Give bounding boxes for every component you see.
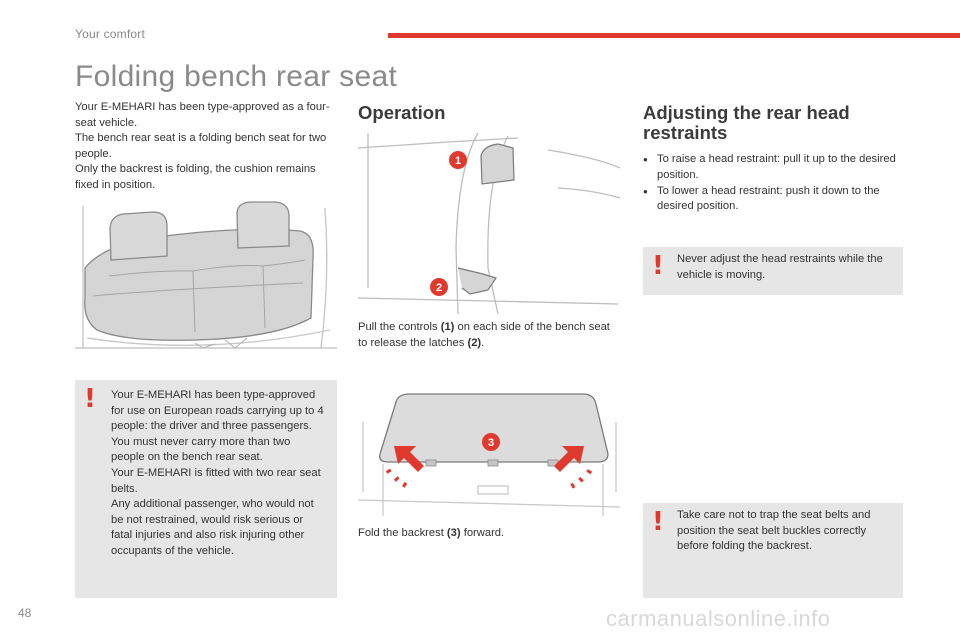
page-number: 48 — [18, 606, 32, 620]
warning-line: You must never carry more than two people on the bench rear seat. — [111, 435, 291, 464]
page-title: Folding bench rear seat — [75, 60, 398, 93]
intro-text — [75, 100, 337, 193]
step1-text: on each side of the bench seat to release the latches — [358, 321, 610, 349]
headrests-instructions — [643, 152, 901, 215]
backrest-fold-drawing — [358, 382, 620, 518]
watermark: carmanualsonline.info — [606, 606, 831, 631]
callout-3: 3 — [487, 437, 495, 449]
controls-drawing — [358, 128, 620, 314]
warning-line: Any additional passenger, who would not be not restrained, would risk serious or fatal injuries and also risk injuring other occupants of the vehicle. — [111, 498, 314, 557]
callout-2: 2 — [435, 282, 443, 294]
operation-step-1 — [358, 320, 620, 352]
warning-line: Your E-MEHARI is fitted with two rear seat belts. — [111, 466, 321, 495]
operation-heading: Operation — [358, 102, 446, 123]
step1-text: . — [481, 336, 485, 349]
bullet-item — [643, 184, 901, 216]
callout-1: 1 — [454, 155, 462, 167]
step2-text: Fold the backrest — [358, 527, 447, 539]
control-reference: (1) — [440, 321, 455, 333]
bullet-text: To lower a head restraint: push it down to the desired position. — [657, 184, 880, 213]
step2-text: forward. — [460, 527, 505, 539]
bullet-text: To raise a head restraint: pull it up to the desired position. — [657, 153, 896, 181]
intro-line: Your E-MEHARI has been type-approved as a four-seat vehicle. — [75, 101, 330, 129]
bullet-item — [643, 152, 901, 184]
bullet-mark: ● — [643, 155, 648, 164]
warning-icon: ! — [84, 384, 96, 414]
bench-seat-illustration — [75, 198, 337, 358]
latch-reference: (2) — [467, 336, 482, 349]
warning-text — [111, 388, 325, 560]
header-accent-bar — [388, 33, 960, 38]
backrest-reference: (3) — [446, 527, 461, 539]
intro-line: Only the backrest is folding, the cushion remains fixed in position. — [75, 163, 316, 191]
controls-illustration — [358, 128, 620, 314]
warning-box-headrests — [643, 247, 903, 295]
warning-line: Your E-MEHARI has been type-approved for use on European roads carrying up to 4 people: the driver and three passengers. — [111, 389, 324, 433]
operation-step-2 — [358, 526, 620, 542]
bench-seat-drawing — [75, 198, 337, 358]
warning-box-seatbelts — [643, 503, 903, 598]
warning-text: Never adjust the head restraints while the vehicle is moving. — [677, 253, 883, 281]
warning-icon: ! — [652, 251, 664, 281]
backrest-fold-illustration — [358, 382, 620, 518]
headrests-heading: Adjusting the rear head restraints — [643, 102, 850, 143]
warning-box-passengers — [75, 380, 337, 598]
intro-line: The bench rear seat is a folding bench seat for two people. — [75, 132, 327, 160]
step1-text: Pull the controls — [358, 321, 441, 333]
bullet-mark: ● — [643, 186, 648, 196]
section-label: Your comfort — [75, 27, 145, 41]
warning-text: Take care not to trap the seat belts and position the seat belt buckles correctly before folding the backrest. — [677, 509, 871, 553]
warning-icon: ! — [652, 507, 664, 537]
